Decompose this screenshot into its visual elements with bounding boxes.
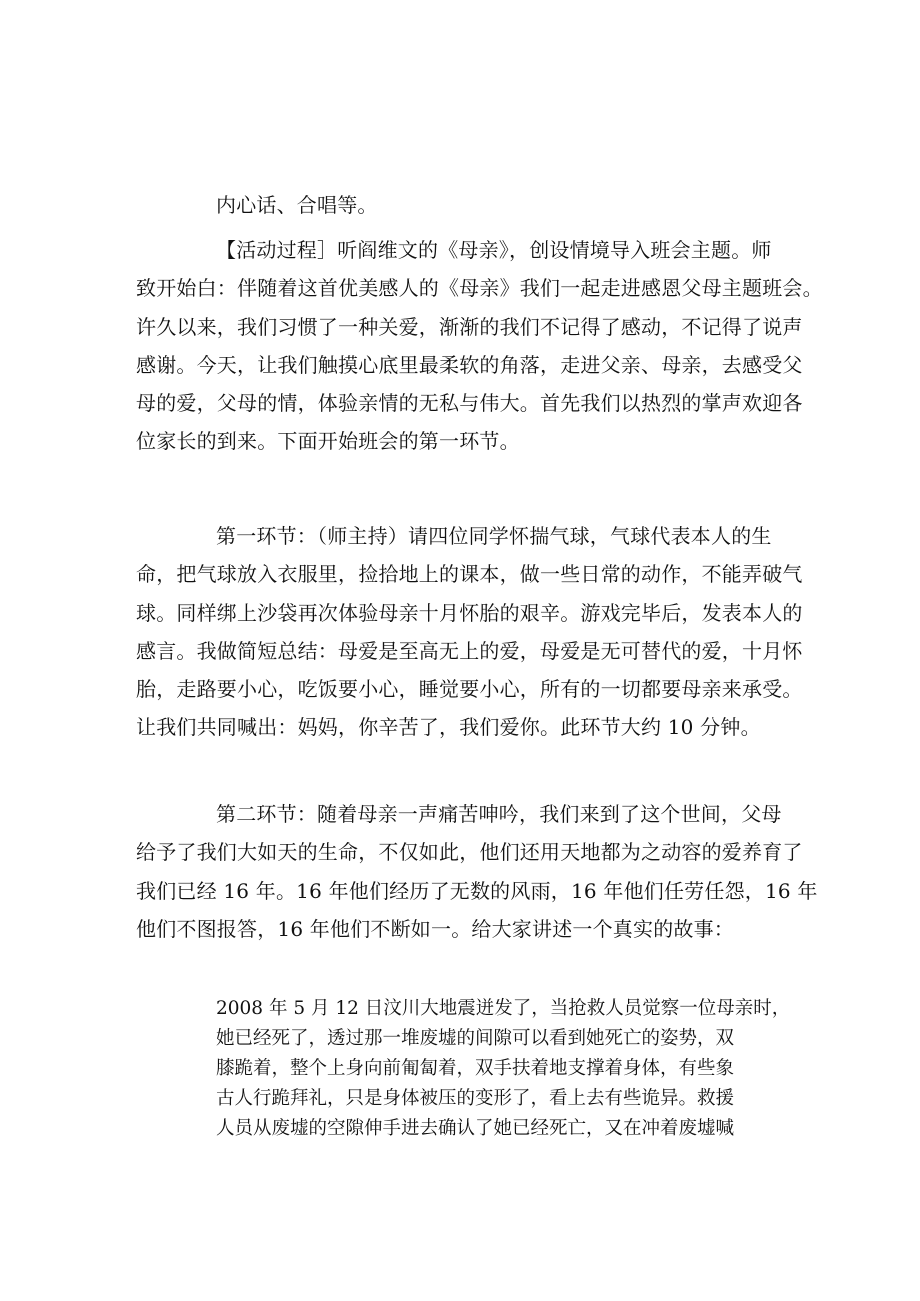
text-line: 第二环节：随着母亲一声痛苦呻吟，我们来到了这个世间，父母 [216,802,782,826]
text-line: 致开始白：伴随着这首优美感人的《母亲》我们一起走进感恩父母主题班会。 [136,276,823,301]
text-line: 命，把气球放入衣服里，捡拾地上的课本，做一些日常的动作，不能弄破气 [136,562,803,587]
paragraph-activity-process [136,231,823,461]
text-line: 感谢。今天，让我们触摸心底里最柔软的角落，走进父亲、母亲，去感受父 [136,352,803,377]
text-line: 内心话、合唱等。 [216,193,378,217]
text-line: 让我们共同喊出：妈妈，你辛苦了，我们爱你。此环节大约 10 分钟。 [136,715,761,740]
text-line: 感言。我做简短总结：母爱是至高无上的爱，母爱是无可替代的爱，十月怀 [136,638,803,663]
text-line: 我们已经 16 年。16 年他们经历了无数的风雨，16 年他们任劳任怨，16 年 [136,878,818,903]
text-line: 位家长的到来。下面开始班会的第一环节。 [136,429,520,454]
story-quote-block [216,994,796,1144]
quote-line: 人员从废墟的空隙伸手进去确认了她已经死亡，又在冲着废墟喊 [216,1118,735,1139]
paragraph-second-section [136,795,818,948]
text-line: 胎，走路要小心，吃饭要小心，睡觉要小心，所有的一切都要母亲来承受。 [136,677,803,702]
paragraph-first-section [136,517,803,747]
text-line: 给予了我们大如天的生命，不仅如此，他们还用天地都为之动容的爱养育了 [136,840,803,865]
text-line: 【活动过程］听阎维文的《母亲》，创设情境导入班会主题。师 [216,238,772,262]
text-line: 球。同样绑上沙袋再次体验母亲十月怀胎的艰辛。游戏完毕后，发表本人的 [136,600,803,625]
text-line: 许久以来，我们习惯了一种关爱，渐渐的我们不记得了感动，不记得了说声 [136,314,803,339]
quote-line: 膝跪着，整个上身向前匍匐着，双手扶着地支撑着身体，有些象 [216,1058,735,1079]
quote-line: 2008 年 5 月 12 日汶川大地震迸发了，当抢救人员觉察一位母亲时， [216,998,791,1019]
text-line: 他们不图报答，16 年他们不断如一。给大家讲述一个真实的故事： [136,916,735,941]
paragraph-intro-tail [136,186,800,224]
text-line: 母的爱，父母的情，体验亲情的无私与伟大。首先我们以热烈的掌声欢迎各 [136,391,803,416]
text-line: 第一环节：（师主持）请四位同学怀揣气球，气球代表本人的生 [216,524,772,548]
quote-line: 她已经死了，透过那一堆废墟的间隙可以看到她死亡的姿势，双 [216,1028,735,1049]
quote-line: 古人行跪拜礼，只是身体被压的变形了，看上去有些诡异。救援 [216,1088,735,1109]
